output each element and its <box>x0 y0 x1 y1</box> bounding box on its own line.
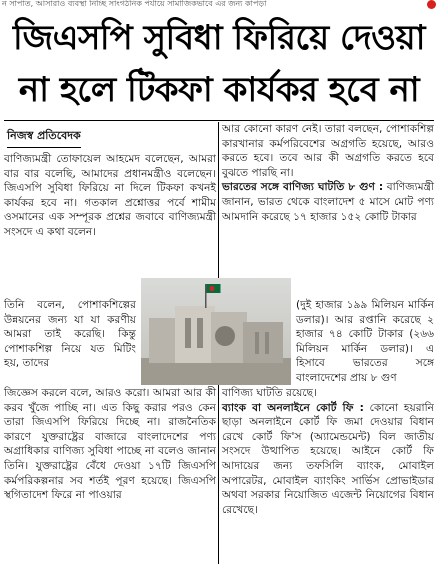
top-strip-text: ন সাপাত, আসারাও ব্যবস্থা নিচ্ছি সাংগঠনিক পর্যায়ে সামাজিকভাবে এর জন্য কাপড়া <box>2 0 267 8</box>
left-column <box>4 152 216 240</box>
subhead-india-trade: ভারতের সঙ্গে বাণিজ্য ঘাটতি ৮ গুণ : <box>222 181 384 194</box>
headline <box>4 12 434 126</box>
right-paragraph-4: কোনো হয়রানি ছাড়া অনলাইনে কোর্ট ফি জমা দেওয়ার বিধান রেখে কোর্ট ফি'স (অ্যামেন্ডমেন্ট) বিল জাতীয় সংসদে উত্থাপিত হয়েছে। আইনে কোর্ট ফি আদায়ের জন্য তফসিলি ব্যাংক, মোবাইল অপারেটর, মোবাইল ব্যাংকিং সার্ভিস প্রোভাইডার অথবা সরকার নিয়োজিত এজেন্ট নিয়োগের বিধান রেখেছে। <box>222 401 434 516</box>
left-paragraph-1: বাণিজ্যমন্ত্রী তোফায়েল আহমেদ বলেছেন, আমরা বার বার বলেছি, আমাদের প্রধানমন্ত্রীও বলেছেন। জিএসপি সুবিধা ফিরিয়ে না দিলে টিকফা কখনই কার্যকর হবে না। গতকাল প্রশ্নোত্তর পর্বে শামীম ওসমানের এক সম্পূরক প্রশ্নের জবাবে বাণিজ্যমন্ত্রী সংসদে এ কথা বলেন। <box>4 153 216 238</box>
headline-line-2: না হলে টিকফা কার্যকর হবে না <box>18 70 420 110</box>
red-marker-dot <box>427 0 436 9</box>
right-column-continued <box>222 386 434 517</box>
headline-bottom-rule <box>4 120 434 121</box>
byline: নিজস্ব প্রতিবেদক <box>7 127 81 148</box>
right-wrap-text: (দুই হাজার ১৯৯ মিলিয়ন মার্কিন ডলার)। আর রপ্তানি করেছে ২ হাজার ৭৪ কোটি টাকার (২৬৬ মিলিয়ন মার্কিন ডলার)। এ হিসাবে ভারতের সঙ্গে বাংলাদেশের প্রায় ৮ গুণ <box>296 299 434 384</box>
left-column-continued <box>4 386 216 503</box>
right-column <box>222 122 434 224</box>
left-paragraph-2: জিজ্ঞেস করলে বলে, আরও করো। আমরা আর কী করব খুঁজে পাচ্ছি না। এত কিছু করার পরও কেন তারা জিএসপি ফিরিয়ে দিচ্ছে না। রাজনৈতিক কারণে যুক্তরাষ্ট্রের বাজারে বাংলাদেশের পণ্য অগ্রাধিকার বাণিজ্য সুবিধা পাচ্ছে না বলেও জানান তিনি। যুক্তরাষ্ট্রের বেঁধে দেওয়া ১৭টি জিএসপি কর্মপরিকল্পনার সব শর্তই পূরণ হয়েছে। জিএসপি স্থগিতাদেশ ফিরে না পাওয়ার <box>4 387 216 502</box>
right-paragraph-3: বাণিজ্য ঘাটতি রয়েছে। <box>222 387 317 399</box>
headline-line-1: জিএসপি সুবিধা ফিরিয়ে দেওয়া <box>12 18 426 58</box>
left-wrap-text: তিনি বলেন, পোশাকশিল্পের উন্নয়নের জন্য যা যা করণীয় আমরা তাই করেছি। কিন্তু পোশাকশিল্প নিয়ে যত মিটিং হয়, তাদের <box>4 299 136 370</box>
parliament-photo <box>141 278 291 385</box>
right-paragraph-1: আর কোনো কারণ নেই। তারা বলছেন, পোশাকশিল্প কারখানার কর্মপরিবেশের অগ্রগতি হয়েছে, আরও করতে হবে। তবে আর কী অগ্রগতি করতে হবে বুঝতে পারছি না। <box>222 123 434 179</box>
right-paragraph-2: বাণিজ্যমন্ত্রী জানান, ভারত থেকে বাংলাদেশ ৫ মাসে মোট পণ্য আমদানি করেছে ১৭ হাজার ১৫২ কোটি টাকার <box>222 181 434 223</box>
subhead-court-fee: ব্যাংক বা অনলাইনে কোর্ট ফি : <box>222 401 364 414</box>
parliament-building-image <box>141 278 291 385</box>
